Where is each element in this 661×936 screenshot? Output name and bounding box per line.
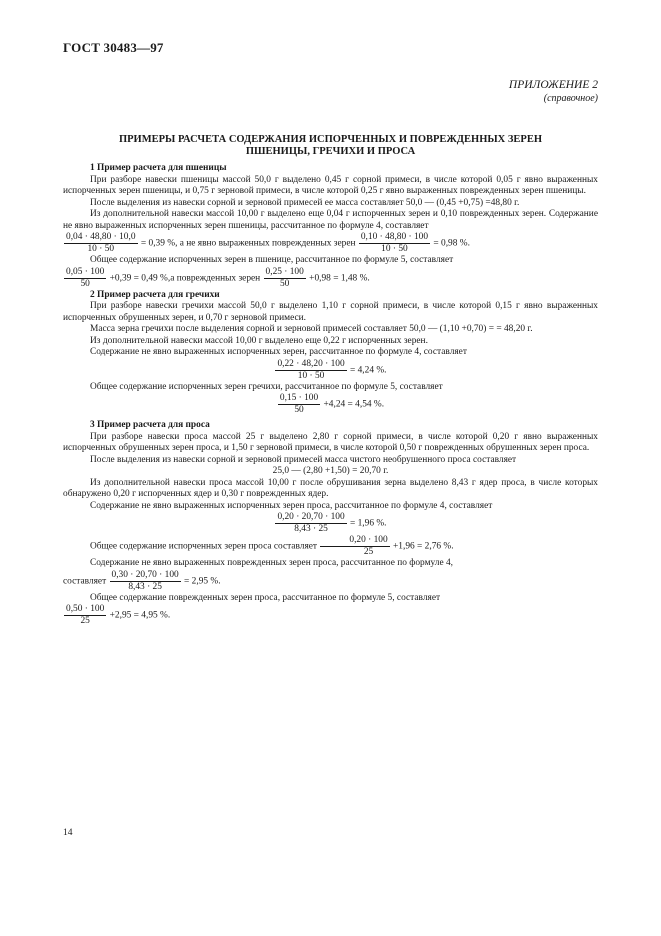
formula-result: +1,96 = 2,76 %.	[393, 541, 454, 552]
paragraph: При разборе навески пшеницы массой 50,0 г выделено 0,45 г сорной примеси, в числе которой 0,05 г явно выраженных испорченных зерен пшеницы, и 0,75 г зерновой примеси, в числе которой 0,25 г явно выраженных поврежденных зерен пшеницы.	[63, 174, 598, 196]
fraction-numerator: 0,04 · 48,80 · 10,0	[66, 232, 136, 242]
paragraph: Содержание не явно выраженных испорченных зерен, рассчитанное по формуле 4, составляет	[90, 347, 467, 357]
section-2-heading: 2 Пример расчета для гречихи	[90, 289, 220, 300]
equation-line: 25,0 — (2,80 +1,50) = 20,70 г.	[272, 466, 389, 476]
paragraph: Общее содержание поврежденных зерен проса, рассчитанное по формуле 5, составляет	[90, 592, 441, 603]
paragraph: Из дополнительной навески массой 10,00 г выделено еще 0,22 г испорченных зерен.	[90, 335, 428, 346]
formula-result: = 0,39 %, а не явно выраженных поврежденных зерен	[140, 238, 356, 249]
appendix-title: ПРИЛОЖЕНИЕ 2	[508, 79, 598, 91]
fraction-denominator: 10 · 50	[87, 244, 115, 254]
section-3-heading: 3 Пример расчета для проса	[90, 420, 210, 430]
fraction-numerator: 0,05 · 100	[66, 266, 105, 277]
formula-line	[63, 535, 598, 558]
formula-result: +2,95 = 4,95 %.	[109, 610, 171, 621]
fraction-denominator: 50	[279, 278, 290, 289]
formula-lead-text: Общее содержание испорченных зерен проса составляет	[90, 541, 318, 552]
formula-line	[63, 359, 598, 382]
fraction	[64, 604, 106, 627]
fraction-numerator: 0,20 · 20,70 · 100	[277, 512, 345, 522]
fraction-numerator: 0,22 · 48,20 · 100	[277, 358, 345, 369]
fraction	[278, 393, 320, 416]
section-1-heading: 1 Пример расчета для пшеницы	[90, 163, 227, 173]
fraction-numerator: 0,50 · 100	[66, 604, 105, 614]
formula-result: = 0,98 %.	[433, 238, 470, 249]
paragraph: Содержание не явно выраженных испорченных зерен проса, рассчитанное по формуле 4, составляет	[90, 500, 493, 511]
formula-result: = 4,24 %.	[349, 365, 387, 376]
paragraph: Общее содержание испорченных зерен гречихи, рассчитанное по формуле 5, составляет	[90, 381, 443, 392]
paragraph: При разборе навески гречихи массой 50,0 г выделено 1,10 г сорной примеси, в числе которой 0,15 г явно выраженных испорченных обрушенных зерен, и 0,70 г зерновой примеси.	[63, 301, 598, 323]
fraction	[64, 232, 138, 255]
paragraph: После выделения из навески сорной и зерновой примесей масса чистого необрушенного проса составляет	[90, 454, 517, 465]
fraction-denominator: 50	[80, 278, 90, 289]
fraction-numerator: 0,10 · 48,80 · 100	[360, 232, 429, 242]
document-body	[63, 163, 598, 627]
fraction-denominator: 25	[363, 547, 374, 557]
paragraph: После выделения из навески сорной и зерновой примесей ее масса составляет 50,0 — (0,45 +0,75) =48,80 г.	[90, 197, 520, 208]
formula-line	[63, 232, 598, 255]
formula-result: = 2,95 %.	[184, 576, 221, 587]
fraction	[275, 359, 346, 382]
paragraph: Из дополнительной навески проса массой 10,00 г после обрушивания зерна выделено 8,43 г ядер проса, в числе которых обнаружено 0,20 г испорченных ядер и 0,30 г поврежденных ядер.	[63, 477, 598, 499]
fraction-numerator: 0,25 · 100	[265, 266, 304, 277]
formula-line	[63, 393, 598, 416]
title-line-2: ПШЕНИЦЫ, ГРЕЧИХИ И ПРОСА	[245, 146, 416, 157]
paragraph: Масса зерна гречихи после выделения сорной и зерновой примесей составляет 50,0 — (1,10 +0,70) = = 48,20 г.	[90, 324, 533, 334]
page-title	[63, 134, 598, 158]
fraction	[359, 232, 430, 255]
fraction-numerator: 0,15 · 100	[279, 393, 319, 403]
appendix-label	[509, 79, 598, 105]
formula-lead-text: составляет	[63, 576, 107, 587]
fraction-numerator: 0,20 · 100	[320, 535, 389, 547]
fraction-denominator: 10 · 50	[381, 244, 408, 254]
formula-line	[63, 267, 598, 290]
paragraph: Из дополнительной навески массой 10,00 г выделено еще 0,04 г испорченных зерен и 0,10 поврежденных зерен. Содержание не явно выраженных испорченных зерен пшеницы, рассчитанное по формуле 4, составляет	[63, 209, 598, 231]
fraction-numerator: 0,30 · 20,70 · 100	[111, 569, 179, 580]
formula-result: +4,24 = 4,54 %.	[323, 399, 385, 410]
fraction	[275, 512, 346, 535]
formula-line	[63, 570, 598, 593]
fraction	[320, 535, 389, 558]
fraction	[64, 267, 106, 290]
fraction	[110, 570, 181, 593]
fraction	[264, 267, 306, 290]
formula-result: +0,98 = 1,48 %.	[309, 273, 370, 284]
formula-result: +0,39 = 0,49 %,а поврежденных зерен	[109, 273, 261, 284]
paragraph: Общее содержание испорченных зерен в пшенице, рассчитанное по формуле 5, составляет	[90, 255, 454, 265]
paragraph: Содержание не явно выраженных поврежденных зерен проса, рассчитанное по формуле 4,	[90, 558, 454, 568]
standard-header: ГОСТ 30483—97	[63, 40, 164, 55]
fraction-denominator: 8,43 · 25	[128, 581, 162, 592]
formula-line	[63, 604, 598, 627]
fraction-denominator: 50	[294, 405, 304, 415]
paragraph: При разборе навески проса массой 25 г выделено 2,80 г сорной примеси, в числе которой 0,20 г явно выраженных испорченных обрушенных зерен проса, и 1,50 г зерновой примеси, в числе которой 0,50 г поврежденных обрушенных зерен проса.	[63, 431, 598, 453]
fraction-denominator: 25	[80, 616, 90, 626]
page-number: 14	[63, 828, 73, 838]
formula-result: = 1,96 %.	[349, 518, 387, 529]
appendix-subtitle: (справочное)	[543, 93, 598, 104]
title-line-1: ПРИМЕРЫ РАСЧЕТА СОДЕРЖАНИЯ ИСПОРЧЕННЫХ И ПОВРЕЖДЕННЫХ ЗЕРЕН	[118, 134, 543, 145]
formula-line	[63, 512, 598, 535]
fraction-denominator: 8,43 · 25	[294, 524, 328, 534]
fraction-denominator: 10 · 50	[297, 370, 325, 381]
